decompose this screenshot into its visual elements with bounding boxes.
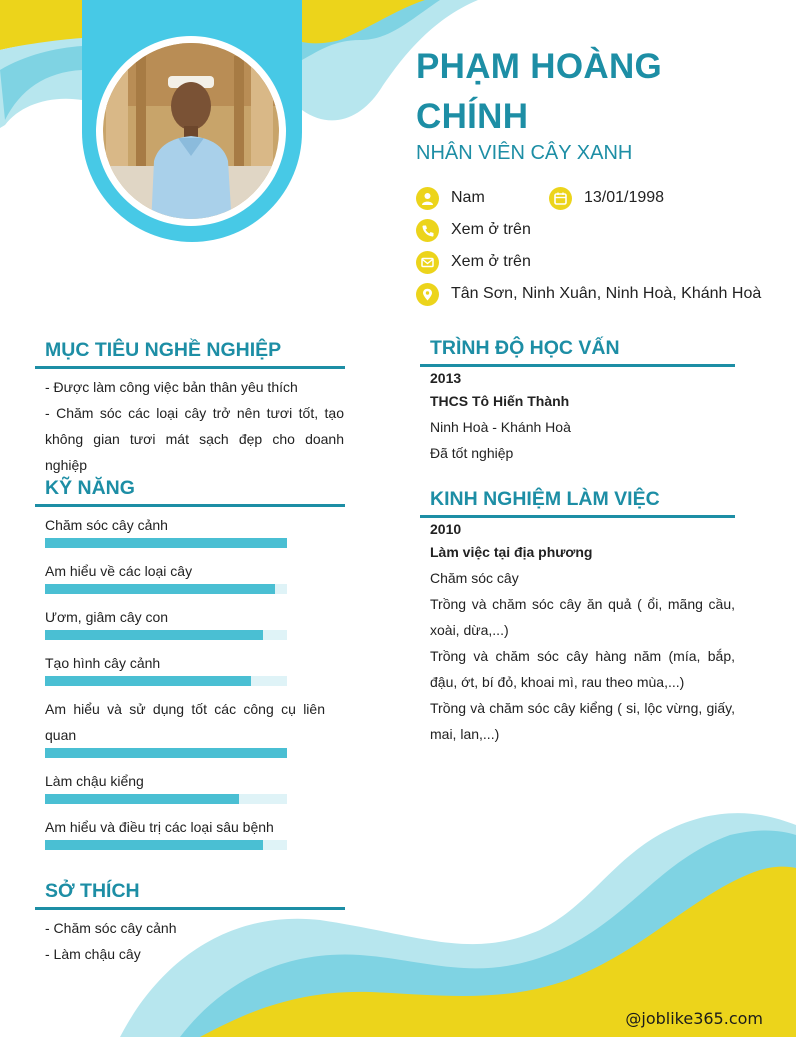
skill-item [45,512,325,538]
skill-name: Am hiểu và điều trị các loại sâu bệnh [45,819,274,835]
hobby-line: - Chăm sóc cây cảnh [45,920,177,936]
skill-bar-track [45,630,287,640]
info-gender [416,185,485,211]
skill-bar-track [45,676,287,686]
info-address [416,281,761,307]
skill-name: Tạo hình cây cảnh [45,655,161,671]
birthdate-value: 13/01/1998 [584,189,665,206]
experience-text [430,516,735,747]
avatar [96,36,286,226]
skill-bar-fill [45,794,239,804]
footer-site: @joblike365.com [625,1009,763,1028]
skill-bar-fill [45,538,287,548]
avatar-photo [96,36,286,226]
hobbies-title: SỞ THÍCH [45,880,140,902]
location-pin-icon [416,283,439,306]
address-value: Tân Sơn, Ninh Xuân, Ninh Hoà, Khánh Hoà [451,285,762,302]
skill-name: Am hiểu về các loại cây [45,563,193,579]
skill-bar-fill [45,584,275,594]
skill-bar-fill [45,676,251,686]
education-title: TRÌNH ĐỘ HỌC VẤN [430,337,620,359]
education-text [430,365,735,466]
skills-title: KỸ NĂNG [45,477,135,499]
hobbies-text [45,915,344,967]
phone-icon [416,219,439,242]
skill-name: Ươm, giâm cây con [45,609,169,625]
skills-divider [35,504,345,507]
skill-bar-track [45,584,287,594]
education-school: THCS Tô Hiến Thành [430,393,570,409]
job-title: NHÂN VIÊN CÂY XANH [416,142,633,164]
skill-name: Làm chậu kiểng [45,773,144,789]
skill-bar-fill [45,748,287,758]
hobbies-divider [35,907,345,910]
experience-line: Trồng và chăm sóc cây hàng năm (mía, bắp, đậu, ớt, bí đỏ, khoai mì, rau theo mùa,...) [430,648,735,690]
phone-value: Xem ở trên [451,221,531,238]
info-email [416,249,531,275]
experience-position: Làm việc tại địa phương [430,544,593,560]
objective-divider [35,366,345,369]
objective-line: - Được làm công việc bản thân yêu thích [45,379,298,395]
skill-bar-track [45,748,287,758]
skill-item [45,558,325,584]
gender-value: Nam [451,189,485,206]
objective-title: MỤC TIÊU NGHỀ NGHIỆP [45,339,282,361]
skill-item [45,768,325,794]
skill-item [45,696,325,748]
skill-bar-track [45,538,287,548]
email-value: Xem ở trên [451,253,531,270]
calendar-icon [549,187,572,210]
objective-line: - Chăm sóc các loại cây trở nên tươi tốt, tạo không gian tươi mát sạch đẹp cho doanh nghiệp [45,405,344,473]
skill-bar-track [45,840,287,850]
education-location: Ninh Hoà - Khánh Hoà [430,419,571,435]
info-birthdate [549,185,664,211]
skill-name: Am hiểu và sử dụng tốt các công cụ liên quan [45,701,325,743]
education-status: Đã tốt nghiệp [430,445,514,461]
skill-bar-track [45,794,287,804]
experience-year: 2010 [430,521,462,537]
skill-bar-fill [45,630,263,640]
experience-title: KINH NGHIỆM LÀM VIỆC [430,488,660,510]
skill-item [45,814,325,840]
education-year: 2013 [430,370,462,386]
skill-name: Chăm sóc cây cảnh [45,517,168,533]
info-phone [416,217,531,243]
experience-line: Chăm sóc cây [430,570,519,586]
experience-line: Trồng và chăm sóc cây kiểng ( si, lộc vừng, giấy, mai, lan,...) [430,700,735,742]
candidate-name: PHẠM HOÀNG CHÍNH [416,47,663,136]
experience-line: Trồng và chăm sóc cây ăn quả ( ổi, mãng cầu, xoài, dừa,...) [430,596,735,638]
mail-icon [416,251,439,274]
user-icon [416,187,439,210]
skill-item [45,604,325,630]
skill-bar-fill [45,840,263,850]
hobby-line: - Làm chậu cây [45,946,141,962]
objective-text [45,374,344,478]
skill-item [45,650,325,676]
